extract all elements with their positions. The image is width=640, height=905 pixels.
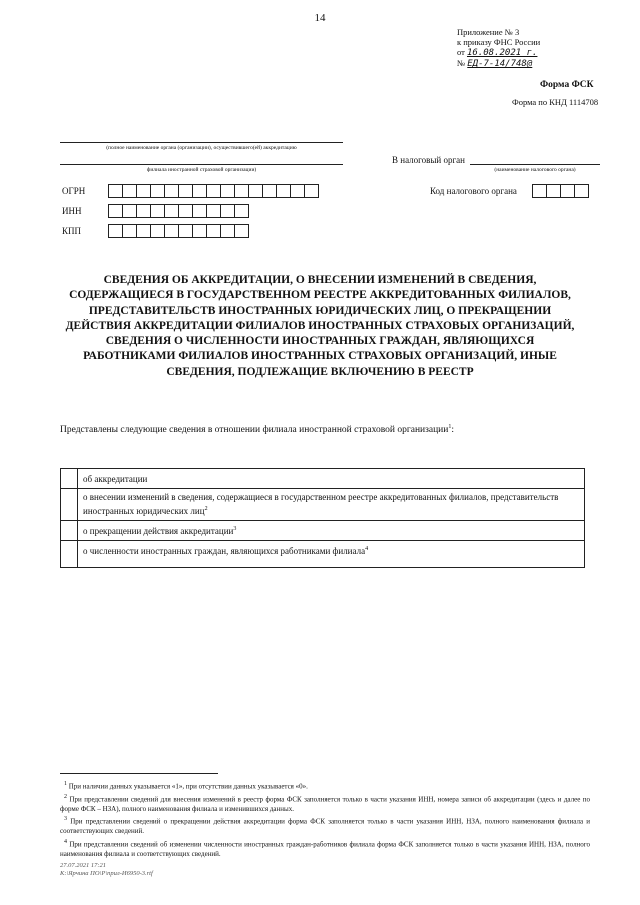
option-row <box>61 489 585 521</box>
cell[interactable] <box>206 184 221 198</box>
option-checkbox-changes[interactable] <box>61 489 78 521</box>
option-label: о численности иностранных граждан, являющихся работниками филиала$^4$ <box>78 541 585 568</box>
cell[interactable] <box>122 184 137 198</box>
intro-text: Представлены следующие сведения в отношении филиала иностранной страховой организации$^1$: <box>60 424 454 436</box>
option-checkbox-accreditation[interactable] <box>61 469 78 489</box>
option-checkbox-termination[interactable] <box>61 521 78 541</box>
org-name-caption: (полное наименование органа (организации), осуществившего(ей) аккредитацию <box>106 145 297 151</box>
cell[interactable] <box>304 184 319 198</box>
option-row <box>61 541 585 568</box>
cell[interactable] <box>122 204 137 218</box>
cell[interactable] <box>136 204 151 218</box>
cell[interactable] <box>178 224 193 238</box>
file-stamp <box>60 862 153 878</box>
cell[interactable] <box>164 204 179 218</box>
footnote: $^2$ При представлении сведений для внесения изменений в реестр форма ФСК заполняется только в части указания ИНН, номера записи об аккредитации (здесь и далее по форме ФСК – НЗА), полного наименования филиала и изменившихся данных. <box>60 793 590 813</box>
cell[interactable] <box>178 204 193 218</box>
tax-authority-label: В налоговый орган <box>392 155 465 165</box>
footnote: $^1$ При наличии данных указывается «1», при отсутствии данных указывается «0». <box>64 781 308 791</box>
cell[interactable] <box>220 184 235 198</box>
cell[interactable] <box>178 184 193 198</box>
cell[interactable] <box>220 224 235 238</box>
cell[interactable] <box>234 204 249 218</box>
form-title: Форма ФСК <box>540 80 594 90</box>
cell[interactable] <box>234 184 249 198</box>
cell[interactable] <box>262 184 277 198</box>
cell[interactable] <box>206 204 221 218</box>
appendix-date-value: 16.08.2021 г. <box>466 48 538 58</box>
cell[interactable] <box>574 184 589 198</box>
option-row <box>61 469 585 489</box>
appendix-order-value: ЕД-7-14/748@ <box>467 59 533 69</box>
kpp-cells[interactable] <box>108 224 248 238</box>
form-knd: Форма по КНД 1114708 <box>512 97 599 107</box>
tax-code-cells[interactable] <box>532 184 588 198</box>
cell[interactable] <box>248 184 263 198</box>
stamp-file-path: К:\Ярчина ПО\Р\прил-И6950-3.rtf <box>60 870 153 877</box>
option-label: об аккредитации <box>78 469 585 489</box>
appendix-order: № ЕД-7-14/748@ <box>457 58 533 69</box>
branch-name-caption: филиала иностранной страховой организации) <box>146 167 257 173</box>
cell[interactable] <box>192 184 207 198</box>
cell[interactable] <box>192 224 207 238</box>
cell[interactable] <box>150 184 165 198</box>
org-name-line[interactable] <box>60 142 343 143</box>
cell[interactable] <box>206 224 221 238</box>
appendix-line-2: к приказу ФНС России <box>457 37 541 47</box>
cell[interactable] <box>150 224 165 238</box>
inn-label: ИНН <box>62 206 82 216</box>
cell[interactable] <box>136 184 151 198</box>
cell[interactable] <box>136 224 151 238</box>
branch-name-line[interactable] <box>60 164 343 165</box>
inn-cells[interactable] <box>108 204 248 218</box>
kpp-label: КПП <box>62 226 82 236</box>
option-row <box>61 521 585 541</box>
tax-authority-caption: (наименование налогового органа) <box>494 167 576 173</box>
cell[interactable] <box>108 204 123 218</box>
option-label: о внесении изменений в сведения, содержащиеся в государственном реестре аккредитованных филиалов, представительств иностранных юридических лиц$^2$ <box>78 489 585 521</box>
option-label: о прекращении действия аккредитации$^3$ <box>78 521 585 541</box>
footnote-divider <box>60 773 218 774</box>
footnote: $^4$ При представлении сведений об изменении численности иностранных граждан-работников филиала форма ФСК заполняется только в части указания ИНН, НЗА, полного наименования филиала и соответствующих сведений. <box>60 838 591 858</box>
cell[interactable] <box>122 224 137 238</box>
tax-code-label: Код налогового органа <box>430 186 517 196</box>
footnote: $^3$ При представлении сведений о прекращении действия аккредитации форма ФСК заполняется только в части указания ИНН, НЗА, полного наименования филиала и соответствующих сведений. <box>60 816 590 836</box>
tax-authority-line[interactable] <box>470 164 600 165</box>
cell[interactable] <box>276 184 291 198</box>
page-number: 14 <box>314 12 326 24</box>
cell[interactable] <box>192 204 207 218</box>
cell[interactable] <box>164 184 179 198</box>
document-heading: СВЕДЕНИЯ ОБ АККРЕДИТАЦИИ, О ВНЕСЕНИИ ИЗМЕНЕНИЙ В СВЕДЕНИЯ, СОДЕРЖАЩИЕСЯ В ГОСУДАРСТВЕННОМ РЕЕСТРЕ АККРЕДИТОВАННЫХ ФИЛИАЛОВ, ПРЕДСТАВИТЕЛЬСТВ ИНОСТРАННЫХ ЮРИДИЧЕСКИХ ЛИЦ, О ПРЕКРАЩЕНИИ ДЕЙСТВИЯ АККРЕДИТАЦИИ ФИЛИАЛОВ ИНОСТРАННЫХ СТРАХОВЫХ ОРГАНИЗАЦИЙ, СВЕДЕНИЯ О ЧИСЛЕННОСТИ ИНОСТРАННЫХ ГРАЖДАН, ЯВЛЯЮЩИХСЯ РАБОТНИКАМИ ФИЛИАЛОВ ИНОСТРАННЫХ СТРАХОВЫХ ОРГАНИЗАЦИЙ, ИНЫЕ СВЕДЕНИЯ, ПОДЛЕЖАЩИЕ ВКЛЮЧЕНИЮ В РЕЕСТР <box>65 274 575 378</box>
cell[interactable] <box>546 184 561 198</box>
footnotes <box>60 780 590 860</box>
option-checkbox-employees[interactable] <box>61 541 78 568</box>
cell[interactable] <box>532 184 547 198</box>
options-table <box>60 468 585 568</box>
stamp-datetime: 27.07.2021 17:21 <box>60 862 107 869</box>
ogrn-label: ОГРН <box>62 186 86 196</box>
cell[interactable] <box>108 224 123 238</box>
cell[interactable] <box>234 224 249 238</box>
cell[interactable] <box>560 184 575 198</box>
cell[interactable] <box>290 184 305 198</box>
ogrn-cells[interactable] <box>108 184 318 198</box>
cell[interactable] <box>108 184 123 198</box>
appendix-line-1: Приложение № 3 <box>457 27 520 37</box>
cell[interactable] <box>150 204 165 218</box>
appendix-date: от 16.08.2021 г. <box>457 47 538 58</box>
cell[interactable] <box>164 224 179 238</box>
cell[interactable] <box>220 204 235 218</box>
appendix-block <box>457 27 540 69</box>
